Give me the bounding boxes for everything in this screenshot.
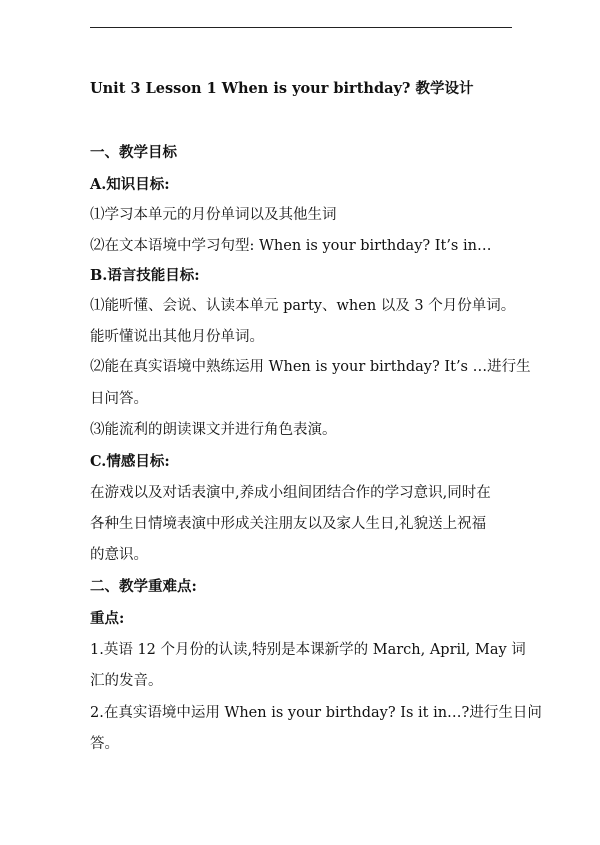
key-point-item-1-cont: 汇的发音。 [90,673,163,689]
emotional-goal-text: 的意识。 [90,547,148,563]
key-point-item-2-cont: 答。 [90,736,119,752]
language-skill-goals-heading: B.语言技能目标: [90,267,200,284]
skill-goal-item-3: ⑶能流利的朗读课文并进行角色表演。 [90,422,337,438]
emotional-goal-text: 各种生日情境表演中形成关注朋友以及家人生日,礼貌送上祝福 [90,516,487,532]
key-point-item-2: 2.在真实语境中运用 When is your birthday? Is it in…?进行生日问 [90,705,542,721]
document-title: Unit 3 Lesson 1 When is your birthday? 教学设计 [90,80,474,97]
knowledge-goals-heading: A.知识目标: [90,176,170,193]
emotional-goal-text: 在游戏以及对话表演中,养成小组间团结合作的学习意识,同时在 [90,485,491,501]
emotional-goals-heading: C.情感目标: [90,453,170,470]
skill-goal-item-2: ⑵能在真实语境中熟练运用 When is your birthday? It’s …进行生 [90,359,531,375]
section1-heading: 一、教学目标 [90,144,177,161]
key-points-heading: 重点: [90,610,125,627]
knowledge-goal-item: ⑵在文本语境中学习句型: When is your birthday? It’s in… [90,238,492,254]
skill-goal-item-1-cont: 能听懂说出其他月份单词。 [90,329,264,345]
skill-goal-item-1: ⑴能听懂、会说、认读本单元 party、when 以及 3 个月份单词。 [90,298,516,314]
skill-goal-item-2-cont: 日问答。 [90,391,148,407]
knowledge-goal-item: ⑴学习本单元的月份单词以及其他生词 [90,207,337,223]
section2-heading: 二、教学重难点: [90,578,197,595]
header-rule [90,27,512,28]
key-point-item-1: 1.英语 12 个月份的认读,特别是本课新学的 March, April, May 词 [90,642,526,658]
